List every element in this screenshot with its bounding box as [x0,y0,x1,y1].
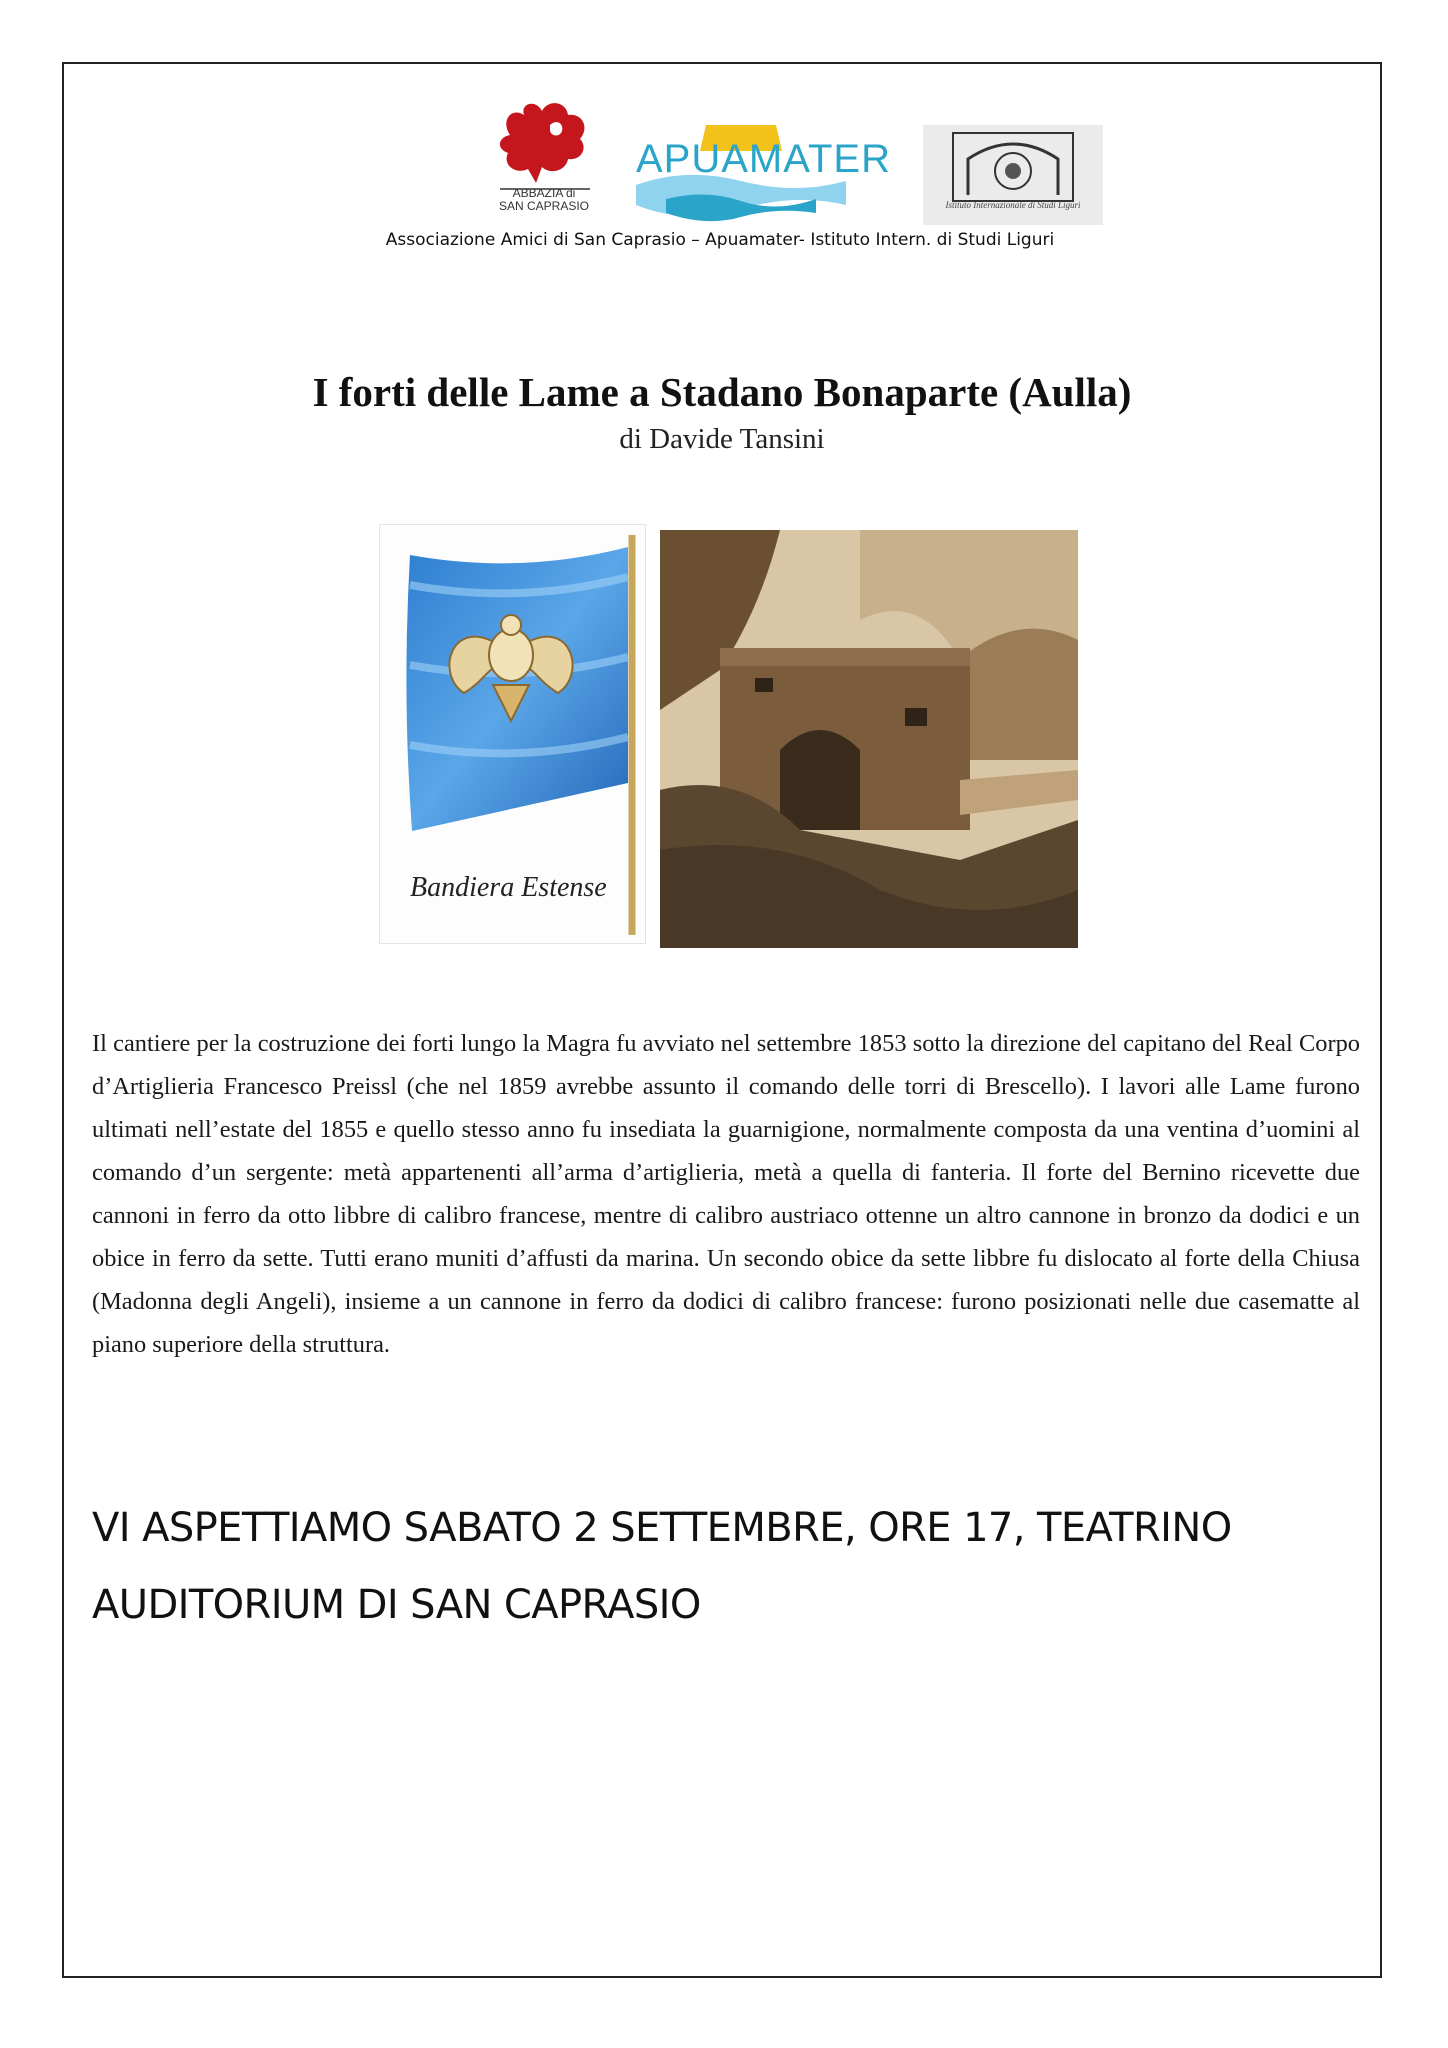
page-title: I forti delle Lame a Stadano Bonaparte (Aulla) [312,369,1132,415]
page-border [62,62,1382,1978]
associations-line: Associazione Amici di San Caprasio – Apuamater- Istituto Intern. di Studi Liguri [385,230,1055,250]
fort-illustration [660,530,1078,948]
apuamater-wordmark: APUAMATER [636,137,891,181]
invitation-line-2: AUDITORIUM DI SAN CAPRASIO [92,1582,701,1628]
istituto-logo [923,125,1103,225]
istituto-emblem-icon [923,125,1103,225]
abbazia-caption: ABBAZIA di SAN CAPRASIO [498,186,590,213]
invitation-line-1: VI ASPETTIAMO SABATO 2 SETTEMBRE, ORE 17, TEATRINO [92,1505,1232,1551]
fort-photo [660,530,1078,948]
flag-caption: Bandiera Estense [410,872,607,903]
body-paragraph: Il cantiere per la costruzione dei forti lungo la Magra fu avviato nel settembre 1853 sotto la direzione del capitano del Real Corpo d’Artiglieria Francesco Preissl (che nel 1859 avrebbe assunto il comando delle torri di Brescello). I lavori alle Lame furono ultimati nell’estate del 1855 e quello stesso anno fu insediata la guarnigione, normalmente composta da una ventina d’uomini al comando d’un sergente: metà appartenenti all’arma d’artiglieria, metà a quella di fanteria. Il forte del Bernino ricevette due cannoni in ferro da otto libbre di calibro francese, mentre di calibro austriaco ottenne un altro cannone in bronzo da dodici e un obice in ferro da sette. Tutti erano muniti d’affusti da marina. Un secondo obice da sette libbre fu dislocato al forte della Chiusa (Madonna degli Angeli), insieme a un cannone in ferro da dodici di calibro francese: furono posizionati nelle due casematte al piano superiore della struttura. [92,1030,1360,1358]
header-logos [320,85,1120,260]
istituto-caption: Istituto Internazionale di Studi Liguri [945,200,1081,210]
author-byline: di Davide Tansini [619,423,825,455]
invitation-text [92,1490,1372,1644]
